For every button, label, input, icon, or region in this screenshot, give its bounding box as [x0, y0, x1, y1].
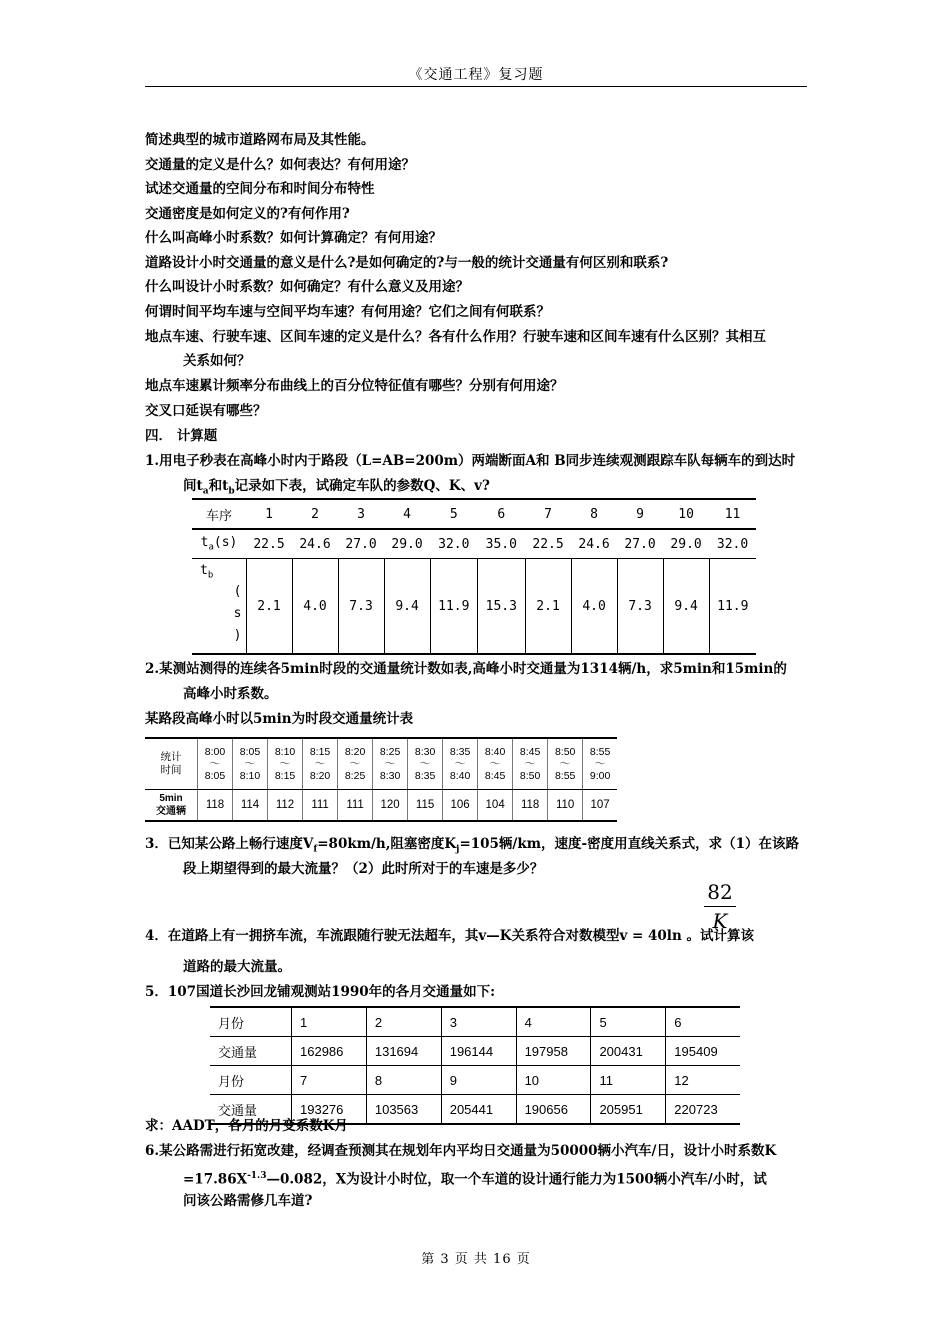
table-cell: 车序	[192, 499, 246, 529]
table-cell: 1	[292, 1007, 367, 1037]
table-cell: 5min 交通辆	[145, 790, 198, 822]
table-cell: 114	[233, 790, 268, 822]
calc1-line2: 间$t_a$和$t_b$记录如下表，试确定车队的参数Q、K、v?	[183, 478, 490, 497]
table-cell: 2	[366, 1007, 441, 1037]
table-cell: 4	[384, 499, 430, 529]
table-cell: 24.6	[571, 529, 617, 559]
table-cell: 220723	[666, 1095, 740, 1125]
table-cell: 4.0	[292, 559, 338, 655]
table-cell: 10	[663, 499, 709, 529]
table-cell: 205951	[591, 1095, 666, 1125]
table-cell: 120	[373, 790, 408, 822]
table-row	[145, 738, 617, 790]
question-6: 道路设计小时交通量的意义是什么?是如何确定的?与一般的统计交通量有何区别和联系?	[145, 255, 669, 271]
question-3: 试述交通量的空间分布和时间分布特性	[145, 181, 375, 197]
calc6-line2: $=17.86X^{-1.3}—0.082$，X为设计小时位，取一个车道的设计通行能力为1500辆小汽车/小时，试	[183, 1171, 767, 1188]
table-cell: $t_a(s)$	[192, 529, 246, 559]
table-cell: 8:45 ～ 8:50	[513, 738, 548, 790]
table-cell: 10	[516, 1066, 591, 1095]
monthly-volume-table	[210, 1006, 740, 1125]
table-cell: 112	[268, 790, 303, 822]
table-cell: 118	[513, 790, 548, 822]
calc2-line2: 高峰小时系数。	[183, 686, 278, 702]
question-2: 交通量的定义是什么？如何表达？有何用途？	[145, 157, 415, 173]
table-cell: 8:15 ～ 8:20	[303, 738, 338, 790]
table-cell: 交通量	[210, 1037, 292, 1066]
table-cell: 9	[617, 499, 663, 529]
table-cell: 9	[441, 1066, 516, 1095]
fraction-denominator: K	[712, 909, 728, 933]
table-cell: 8:20 ～ 8:25	[338, 738, 373, 790]
fraction-bar	[704, 906, 736, 907]
table-cell: 118	[198, 790, 233, 822]
table-cell: 24.6	[292, 529, 338, 559]
table-row	[192, 529, 756, 559]
table-row	[145, 790, 617, 822]
table-cell: 3	[338, 499, 384, 529]
table-cell: 2.1	[525, 559, 571, 655]
question-7: 什么叫设计小时系数？如何确定？有什么意义及用途？	[145, 279, 469, 295]
calc5-line1: 5．107国道长沙回龙铺观测站1990年的各月交通量如下:	[145, 984, 496, 1000]
table-cell: 月份	[210, 1066, 292, 1095]
table-cell: 8	[366, 1066, 441, 1095]
table-cell: 4	[516, 1007, 591, 1037]
table-cell: 9.4	[384, 559, 430, 655]
table-cell: 195409	[666, 1037, 740, 1066]
table-cell: 6	[666, 1007, 740, 1037]
table-cell: 22.5	[525, 529, 571, 559]
page-footer: 第 3 页 共 16 页	[421, 1252, 531, 1267]
table-cell: 2.1	[246, 559, 292, 655]
table-cell: $t_b$ ( s )	[192, 559, 246, 655]
table-cell: 32.0	[709, 529, 756, 559]
table-cell: 8:35 ～ 8:40	[443, 738, 478, 790]
table-cell: 月份	[210, 1007, 292, 1037]
table-cell: 2	[292, 499, 338, 529]
table-cell: 7.3	[338, 559, 384, 655]
table-cell: 5	[430, 499, 477, 529]
table-cell: 35.0	[478, 529, 525, 559]
table-cell: 131694	[366, 1037, 441, 1066]
table-cell: 197958	[516, 1037, 591, 1066]
table-cell: 32.0	[430, 529, 477, 559]
table-cell: 8:40 ～ 8:45	[478, 738, 513, 790]
arrival-time-table	[192, 498, 756, 655]
calc4-line1: 4．在道路上有一拥挤车流，车流跟随行驶无法超车，其v—K关系符合对数模型v = 40ln 。试计算该	[145, 928, 754, 944]
table-cell: 193276	[292, 1095, 367, 1125]
calc3-line1: 3．已知某公路上畅行速度$V_f=80km/h$,阻塞密度$K_j=105$辆/km，速度-密度用直线关系式，求（1）在该路	[145, 836, 799, 855]
table-cell: 8:05 ～ 8:10	[233, 738, 268, 790]
table-row	[210, 1066, 740, 1095]
table-cell: 29.0	[384, 529, 430, 559]
table-cell: 8:00 ～ 8:05	[198, 738, 233, 790]
question-1: 简述典型的城市道路网布局及其性能。	[145, 132, 375, 148]
section-title-calc: 四． 计算题	[145, 428, 218, 444]
table-cell: 8	[571, 499, 617, 529]
table-cell: 4.0	[571, 559, 617, 655]
table-row	[192, 499, 756, 529]
calc6-line3: 问该公路需修几车道?	[183, 1193, 313, 1209]
table-cell: 11.9	[430, 559, 477, 655]
table-cell: 8:50 ～ 8:55	[548, 738, 583, 790]
table-cell: 200431	[591, 1037, 666, 1066]
table-cell: 7	[525, 499, 571, 529]
table-cell: 107	[583, 790, 617, 822]
calc2-line1: 2.某测站测得的连续各5min时段的交通量统计数如表,高峰小时交通量为1314辆/h，求5min和15min的	[145, 661, 787, 677]
question-4: 交通密度是如何定义的?有何作用?	[145, 206, 350, 222]
table-cell: 5	[591, 1007, 666, 1037]
fraction-numerator: 82	[707, 880, 733, 904]
calc4-line2: 道路的最大流量。	[183, 959, 291, 975]
table-cell: 3	[441, 1007, 516, 1037]
five-minute-volume-table	[145, 737, 617, 822]
table-cell: 22.5	[246, 529, 292, 559]
table-row	[210, 1007, 740, 1037]
question-9-line1: 地点车速、行驶车速、区间车速的定义是什么？各有什么作用？行驶车速和区间车速有什么区别？其相互	[145, 329, 766, 345]
table-cell: 190656	[516, 1095, 591, 1125]
table-cell: 106	[443, 790, 478, 822]
table-cell: 6	[478, 499, 525, 529]
table-cell: 8:25 ～ 8:30	[373, 738, 408, 790]
table-cell: 196144	[441, 1037, 516, 1066]
table-cell: 8:30 ～ 8:35	[408, 738, 443, 790]
table-cell: 8:10 ～ 8:15	[268, 738, 303, 790]
table-cell: 1	[246, 499, 292, 529]
table-cell: 11	[591, 1066, 666, 1095]
table-cell: 27.0	[617, 529, 663, 559]
calc2-caption: 某路段高峰小时以5min为时段交通量统计表	[145, 711, 414, 727]
table-cell: 29.0	[663, 529, 709, 559]
table-cell: 205441	[441, 1095, 516, 1125]
question-9-line2: 关系如何？	[183, 353, 251, 369]
table-cell: 111	[303, 790, 338, 822]
table-cell: 15.3	[478, 559, 525, 655]
table-cell: 9.4	[663, 559, 709, 655]
table-cell: 104	[478, 790, 513, 822]
table-cell: 103563	[366, 1095, 441, 1125]
table-cell: 8:55 ～ 9:00	[583, 738, 617, 790]
question-5: 什么叫高峰小时系数？如何计算确定？有何用途？	[145, 230, 442, 246]
table-cell: 11	[709, 499, 756, 529]
table-cell: 12	[666, 1066, 740, 1095]
page-header-title: 《交通工程》复习题	[408, 67, 544, 83]
table-cell: 统计 时间	[145, 738, 198, 790]
table-row	[210, 1037, 740, 1066]
table-cell: 110	[548, 790, 583, 822]
calc3-line2: 段上期望得到的最大流量？（2）此时所对于的车速是多少？	[183, 861, 544, 877]
table-row	[192, 559, 756, 655]
table-cell: 7.3	[617, 559, 663, 655]
table-cell: 162986	[292, 1037, 367, 1066]
table-cell: 115	[408, 790, 443, 822]
question-8: 何谓时间平均车速与空间平均车速？有何用途？它们之间有何联系？	[145, 304, 550, 320]
calc1-line1: 1.用电子秒表在高峰小时内于路段（L=AB=200m）两端断面A和 B同步连续观测跟踪车队每辆车的到达时	[145, 453, 796, 469]
question-10: 地点车速累计频率分布曲线上的百分位特征值有哪些？分别有何用途？	[145, 378, 564, 394]
calc6-line1: 6.某公路需进行拓宽改建，经调查预测其在规划年内平均日交通量为50000辆小汽车/日，设计小时系数K	[145, 1143, 777, 1159]
table-cell: 111	[338, 790, 373, 822]
question-11: 交叉口延误有哪些？	[145, 403, 267, 419]
table-cell: 交通量	[210, 1095, 292, 1125]
header-rule	[145, 86, 807, 87]
calc5-ask: 求：AADT，各月的月变系数K月	[145, 1118, 348, 1134]
table-cell: 27.0	[338, 529, 384, 559]
table-cell: 7	[292, 1066, 367, 1095]
table-cell: 11.9	[709, 559, 756, 655]
